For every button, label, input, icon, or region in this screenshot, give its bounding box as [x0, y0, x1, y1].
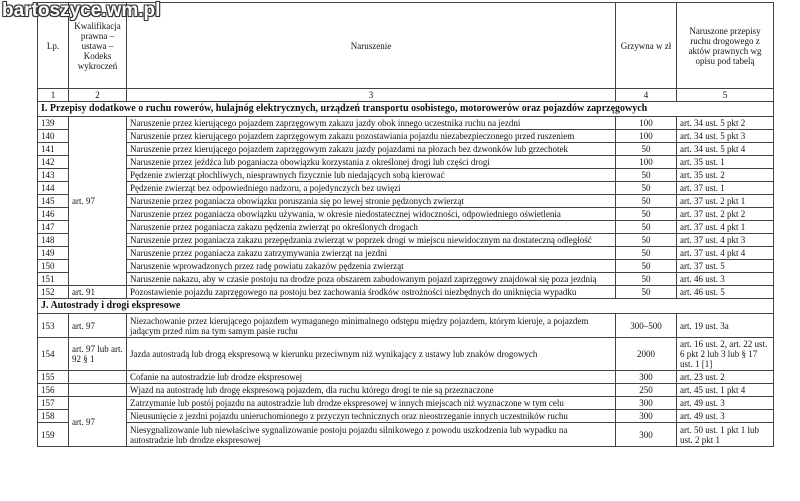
table-row [38, 314, 774, 338]
fines-table [37, 2, 774, 447]
table-row [38, 423, 774, 447]
header-kwalifikacja: Kwalifikacja prawna – ustawa – Kodeks wykroczeń [69, 3, 127, 89]
row-kwalifikacja: art. 97 [69, 314, 127, 338]
row-kwalifikacja [69, 371, 127, 384]
column-number: 3 [127, 89, 616, 102]
row-lp: 154 [38, 338, 69, 371]
row-grzywna: 300 [616, 371, 677, 384]
row-naruszenie: Naruszenie wprowadzonych przez radę powiatu zakazów pędzenia zwierząt [127, 260, 616, 273]
table-row [38, 221, 774, 234]
row-lp: 156 [38, 384, 69, 397]
row-naruszenie: Niezachowanie przez kierującego pojazdem wymaganego minimalnego odstępu między pojazdem, którym kieruje, a pojazdem jadącym przed nim na tym samym pasie ruchu [127, 314, 616, 338]
row-naruszenie: Pędzenie zwierząt płochliwych, niesprawnych fizycznie lub niedających sobą kierować [127, 169, 616, 182]
row-przepis: art. 50 ust. 1 pkt 1 lub ust. 2 pkt 1 [677, 423, 774, 447]
row-naruszenie: Pędzenie zwierząt bez odpowiedniego nadzoru, a pojedynczych bez uwięzi [127, 182, 616, 195]
header-przepisy: Naruszone przepisy ruchu drogowego z aktów prawnych wg opisu pod tabelą [677, 3, 774, 89]
table-row [38, 234, 774, 247]
row-naruszenie: Naruszenie przez kierującego pojazdem zaprzęgowym zakazu pozostawiania pojazdu niezabezpieczonego przed ruszeniem [127, 130, 616, 143]
row-przepis: art. 34 ust. 5 pkt 2 [677, 117, 774, 130]
row-grzywna: 50 [616, 286, 677, 299]
column-number: 2 [69, 89, 127, 102]
row-grzywna: 50 [616, 208, 677, 221]
header-lp: Lp. [38, 3, 69, 89]
table-row [38, 195, 774, 208]
row-grzywna: 2000 [616, 338, 677, 371]
row-przepis: art. 37 ust. 5 [677, 260, 774, 273]
row-przepis: art. 19 ust. 3a [677, 314, 774, 338]
row-kwalifikacja: art. 97 [69, 117, 127, 286]
row-naruszenie: Wjazd na autostradę lub drogę ekspresową pojazdem, dla ruchu którego drogi te nie są przeznaczone [127, 384, 616, 397]
header-grzywna: Grzywna w zł [616, 3, 677, 89]
header-naruszenie: Naruszenie [127, 3, 616, 89]
row-lp: 145 [38, 195, 69, 208]
row-przepis: art. 34 ust. 5 pkt 3 [677, 130, 774, 143]
table-row [38, 117, 774, 130]
row-przepis: art. 37 ust. 4 pkt 1 [677, 221, 774, 234]
row-lp: 151 [38, 273, 69, 286]
row-przepis: art. 45 ust. 1 pkt 4 [677, 384, 774, 397]
table-row [38, 143, 774, 156]
row-naruszenie: Naruszenie przez poganiacza obowiązku używania, w okresie niedostatecznej widoczności, odpowiedniego oświetlenia [127, 208, 616, 221]
row-lp: 158 [38, 410, 69, 423]
row-grzywna: 300 [616, 397, 677, 410]
row-naruszenie: Jazda autostradą lub drogą ekspresową w kierunku przeciwnym niż wynikający z ustawy lub znaków drogowych [127, 338, 616, 371]
row-przepis: art. 37 ust. 4 pkt 3 [677, 234, 774, 247]
row-przepis: art. 46 ust. 3 [677, 273, 774, 286]
row-lp: 139 [38, 117, 69, 130]
table-row [38, 169, 774, 182]
row-lp: 153 [38, 314, 69, 338]
row-grzywna: 100 [616, 117, 677, 130]
table-row [38, 397, 774, 410]
row-lp: 152 [38, 286, 69, 299]
table-row [38, 156, 774, 169]
row-naruszenie: Naruszenie przez jeźdźca lub poganiacza obowiązku korzystania z określonej drogi lub części drogi [127, 156, 616, 169]
row-lp: 141 [38, 143, 69, 156]
row-grzywna: 50 [616, 169, 677, 182]
table-row [38, 208, 774, 221]
row-przepis: art. 23 ust. 2 [677, 371, 774, 384]
row-przepis: art. 37 ust. 4 pkt 4 [677, 247, 774, 260]
row-lp: 148 [38, 234, 69, 247]
row-naruszenie: Nieusunięcie z jezdni pojazdu unieruchomionego z przyczyn technicznych oraz nieostrzeganie innych uczestników ruchu [127, 410, 616, 423]
table-row [38, 410, 774, 423]
column-number: 1 [38, 89, 69, 102]
row-lp: 146 [38, 208, 69, 221]
row-przepis: art. 37 ust. 1 [677, 182, 774, 195]
row-naruszenie: Cofanie na autostradzie lub drodze ekspresowej [127, 371, 616, 384]
row-grzywna: 50 [616, 273, 677, 286]
row-grzywna: 50 [616, 221, 677, 234]
row-grzywna: 50 [616, 247, 677, 260]
table-row [38, 371, 774, 384]
table-row [38, 247, 774, 260]
row-lp: 159 [38, 423, 69, 447]
table-row [38, 338, 774, 371]
table-row [38, 273, 774, 286]
row-naruszenie: Naruszenie nakazu, aby w czasie postoju na drodze poza obszarem zabudowanym pojazd zaprzęgowy znajdował się poza jezdnią [127, 273, 616, 286]
row-przepis: art. 49 ust. 3 [677, 397, 774, 410]
section-title: I. Przepisy dodatkowe o ruchu rowerów, hulajnóg elektrycznych, urządzeń transportu osobistego, motorowerów oraz pojazdów zaprzęgowych [38, 102, 774, 117]
row-przepis: art. 37 ust. 2 pkt 2 [677, 208, 774, 221]
row-przepis: art. 35 ust. 2 [677, 169, 774, 182]
row-grzywna: 100 [616, 156, 677, 169]
column-number: 4 [616, 89, 677, 102]
row-lp: 157 [38, 397, 69, 410]
row-naruszenie: Naruszenie przez poganiacza obowiązku poruszania się po lewej stronie pędzonych zwierząt [127, 195, 616, 208]
row-lp: 140 [38, 130, 69, 143]
row-naruszenie: Naruszenie przez poganiacza zakazu przepędzania zwierząt w poprzek drogi w miejscu niewidocznym na dostateczną odległość [127, 234, 616, 247]
row-naruszenie: Naruszenie przez poganiacza zakazu zatrzymywania zwierząt na jezdni [127, 247, 616, 260]
row-naruszenie: Niesygnalizowanie lub niewłaściwe sygnalizowanie postoju pojazdu silnikowego z powodu uszkodzenia lub wypadku na autostradzie lub drodze ekspresowej [127, 423, 616, 447]
table-row [38, 182, 774, 195]
table-row [38, 286, 774, 299]
row-naruszenie: Naruszenie przez kierującego pojazdem zaprzęgowym zakazu jazdy obok innego uczestnika ruchu na jezdni [127, 117, 616, 130]
row-grzywna: 250 [616, 384, 677, 397]
row-lp: 150 [38, 260, 69, 273]
row-przepis: art. 46 ust. 5 [677, 286, 774, 299]
row-kwalifikacja [69, 384, 127, 397]
table-row [38, 384, 774, 397]
column-number-row [38, 89, 774, 102]
section-header-row [38, 299, 774, 314]
row-grzywna: 50 [616, 195, 677, 208]
row-lp: 144 [38, 182, 69, 195]
row-lp: 147 [38, 221, 69, 234]
row-grzywna: 100 [616, 130, 677, 143]
section-title: J. Autostrady i drogi ekspresowe [38, 299, 774, 314]
row-przepis: art. 16 ust. 2, art. 22 ust. 6 pkt 2 lub 3 lub § 17 ust. 1 [1] [677, 338, 774, 371]
row-grzywna: 50 [616, 182, 677, 195]
row-naruszenie: Naruszenie przez kierującego pojazdem zaprzęgowym zakazu jazdy pojazdami na płozach bez dzwonków lub grzechotek [127, 143, 616, 156]
row-naruszenie: Naruszenie przez poganiacza zakazu pędzenia zwierząt po określonych drogach [127, 221, 616, 234]
row-lp: 142 [38, 156, 69, 169]
table-row [38, 260, 774, 273]
row-grzywna: 300 [616, 423, 677, 447]
watermark-logo: bartoszyce.wm.pl [2, 0, 161, 21]
section-header-row [38, 102, 774, 117]
row-lp: 143 [38, 169, 69, 182]
row-grzywna: 300–500 [616, 314, 677, 338]
row-kwalifikacja: art. 97 lub art. 92 § 1 [69, 338, 127, 371]
row-grzywna: 50 [616, 234, 677, 247]
row-przepis: art. 34 ust. 5 pkt 4 [677, 143, 774, 156]
row-przepis: art. 37 ust. 2 pkt 1 [677, 195, 774, 208]
row-lp: 149 [38, 247, 69, 260]
row-grzywna: 50 [616, 260, 677, 273]
row-naruszenie: Pozostawienie pojazdu zaprzęgowego na postoju bez zachowania środków ostrożności niezbędnych do uniknięcia wypadku [127, 286, 616, 299]
row-grzywna: 50 [616, 143, 677, 156]
row-kwalifikacja: art. 91 [69, 286, 127, 299]
row-przepis: art. 35 ust. 1 [677, 156, 774, 169]
row-przepis: art. 49 ust. 3 [677, 410, 774, 423]
table-row [38, 130, 774, 143]
row-grzywna: 300 [616, 410, 677, 423]
column-number: 5 [677, 89, 774, 102]
row-kwalifikacja: art. 97 [69, 397, 127, 447]
row-lp: 155 [38, 371, 69, 384]
row-naruszenie: Zatrzymanie lub postój pojazdu na autostradzie lub drodze ekspresowej w innych miejscach niż wyznaczone w tym celu [127, 397, 616, 410]
